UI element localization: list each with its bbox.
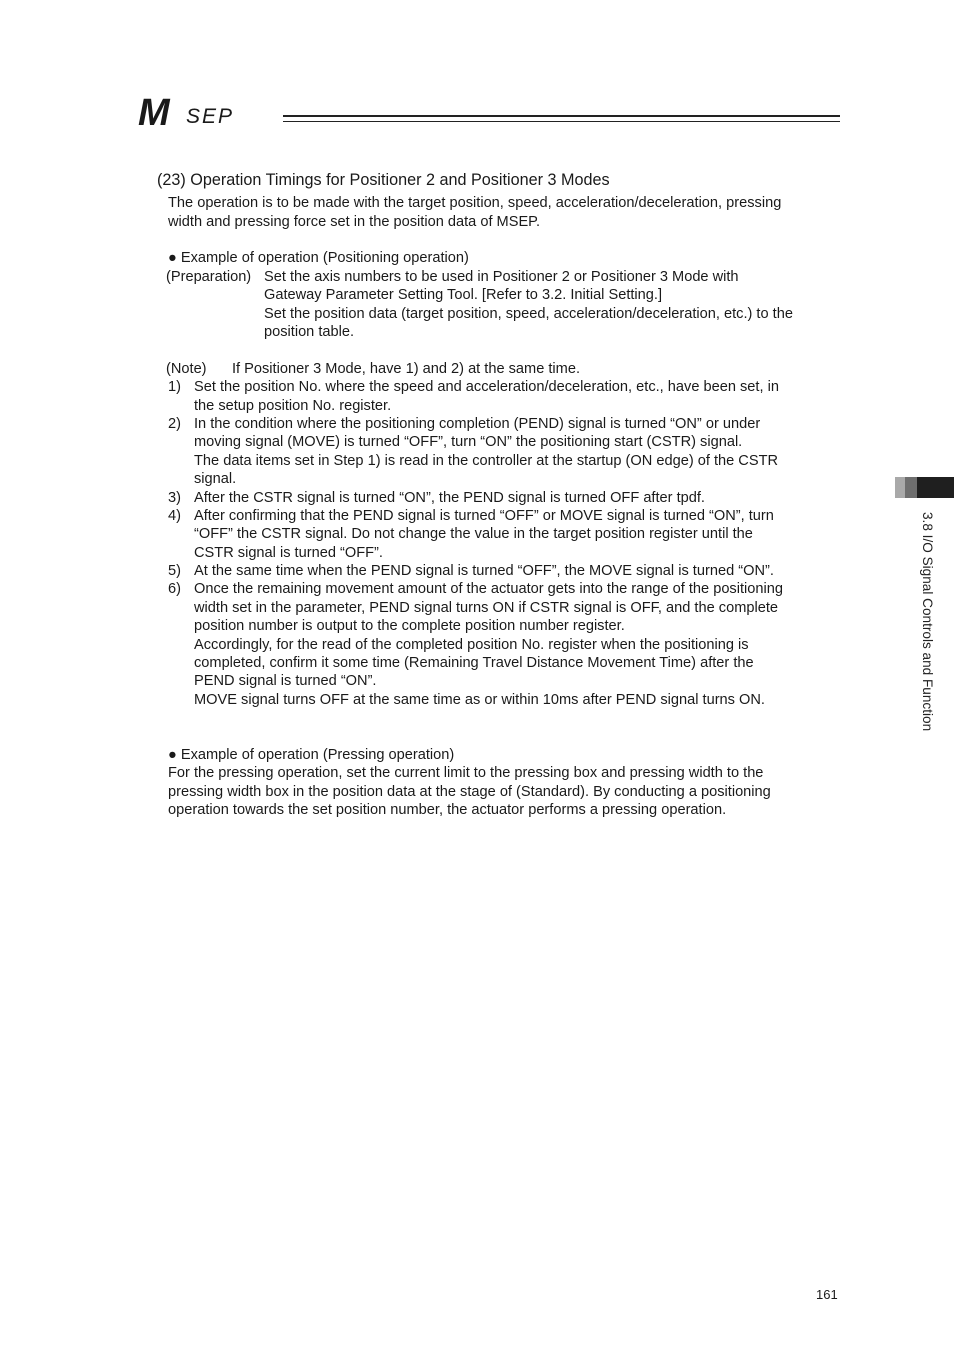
step-line: Set the position No. where the speed and acceleration/deceleration, etc., have been set, in bbox=[194, 379, 779, 395]
section-title: (23) Operation Timings for Positioner 2 and Positioner 3 Modes bbox=[157, 171, 610, 189]
header-rule-thin bbox=[283, 121, 840, 122]
note-label: (Note) bbox=[166, 361, 207, 377]
svg-text:SEP: SEP bbox=[186, 105, 235, 128]
step-line: Once the remaining movement amount of the actuator gets into the range of the positioning bbox=[194, 581, 783, 597]
preparation-line: Gateway Parameter Setting Tool. [Refer to 3.2. Initial Setting.] bbox=[264, 287, 663, 303]
example-heading-pressing: ● Example of operation (Pressing operation) bbox=[168, 747, 455, 763]
step-line: width set in the parameter, PEND signal turns ON if CSTR signal is OFF, and the complete bbox=[194, 600, 778, 616]
note-text: If Positioner 3 Mode, have 1) and 2) at the same time. bbox=[232, 361, 580, 377]
pressing-line: For the pressing operation, set the current limit to the pressing box and pressing width to the bbox=[168, 765, 764, 781]
step-line: moving signal (MOVE) is turned “OFF”, turn “ON” the positioning start (CSTR) signal. bbox=[194, 434, 743, 450]
step-line: At the same time when the PEND signal is turned “OFF”, the MOVE signal is turned “ON”. bbox=[194, 563, 774, 579]
step-line: Accordingly, for the read of the completed position No. register when the positioning is bbox=[194, 637, 749, 653]
step-number: 1) bbox=[168, 379, 181, 395]
pressing-line: operation towards the set position number, the actuator performs a pressing operation. bbox=[168, 802, 727, 818]
step-line: completed, confirm it some time (Remaining Travel Distance Movement Time) after the bbox=[194, 655, 754, 671]
preparation-line: position table. bbox=[264, 324, 355, 340]
preparation-label: (Preparation) bbox=[166, 269, 252, 285]
step-number: 3) bbox=[168, 490, 181, 506]
step-line: “OFF” the CSTR signal. Do not change the value in the target position register until the bbox=[194, 526, 753, 542]
pressing-line: pressing width box in the position data at the stage of (Standard). By conducting a positioning bbox=[168, 784, 771, 800]
side-tab-marker-mid bbox=[905, 477, 917, 498]
step-line: CSTR signal is turned “OFF”. bbox=[194, 545, 383, 561]
preparation-line: Set the axis numbers to be used in Positioner 2 or Positioner 3 Mode with bbox=[264, 269, 739, 285]
side-tab-marker-light bbox=[895, 477, 905, 498]
step-number: 2) bbox=[168, 416, 181, 432]
example-heading-positioning: ● Example of operation (Positioning operation) bbox=[168, 250, 469, 266]
preparation-line: Set the position data (target position, speed, acceleration/deceleration, etc.) to the bbox=[264, 306, 793, 322]
step-line: After the CSTR signal is turned “ON”, the PEND signal is turned OFF after tpdf. bbox=[194, 490, 705, 506]
step-line: After confirming that the PEND signal is turned “OFF” or MOVE signal is turned “ON”, turn bbox=[194, 508, 774, 524]
step-line: position number is output to the complete position number register. bbox=[194, 618, 625, 634]
svg-text:M: M bbox=[138, 92, 170, 132]
intro-line: width and pressing force set in the position data of MSEP. bbox=[168, 214, 541, 230]
step-number: 4) bbox=[168, 508, 181, 524]
page-number: 161 bbox=[816, 1287, 838, 1302]
step-line: PEND signal is turned “ON”. bbox=[194, 673, 377, 689]
side-tab-marker-dark bbox=[917, 477, 954, 498]
step-line: signal. bbox=[194, 471, 237, 487]
side-tab-label: 3.8 I/O Signal Controls and Function bbox=[920, 512, 935, 732]
step-line: In the condition where the positioning completion (PEND) signal is turned “ON” or under bbox=[194, 416, 761, 432]
step-line: The data items set in Step 1) is read in the controller at the startup (ON edge) of the CSTR bbox=[194, 453, 779, 469]
step-number: 6) bbox=[168, 581, 181, 597]
msep-logo bbox=[138, 92, 278, 132]
step-line: the setup position No. register. bbox=[194, 398, 392, 414]
step-line: MOVE signal turns OFF at the same time as or within 10ms after PEND signal turns ON. bbox=[194, 692, 765, 708]
step-number: 5) bbox=[168, 563, 181, 579]
intro-line: The operation is to be made with the target position, speed, acceleration/deceleration, pressing bbox=[168, 195, 782, 211]
header-rule-thick bbox=[283, 115, 840, 117]
